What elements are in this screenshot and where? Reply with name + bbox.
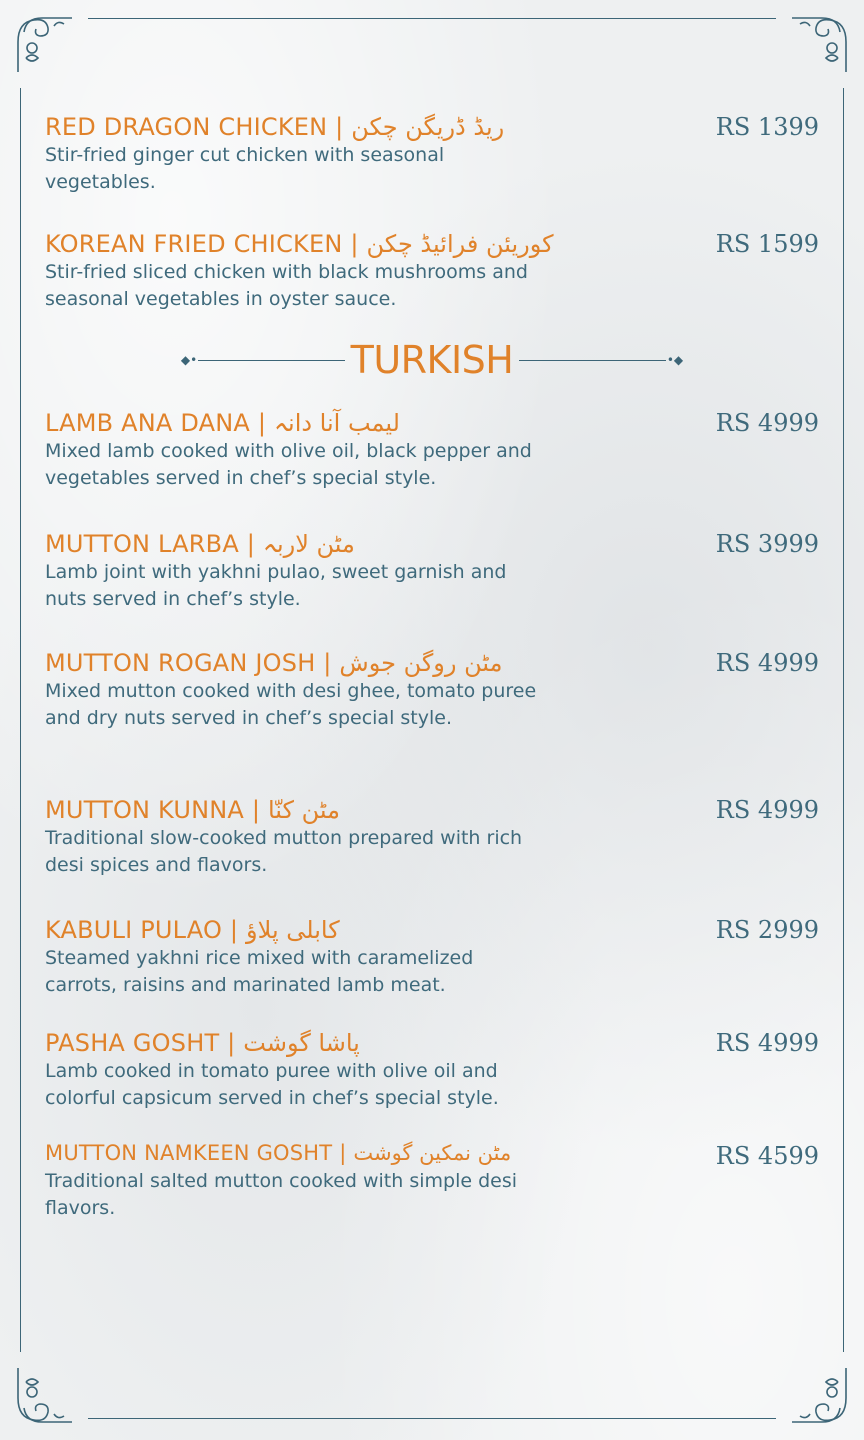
menu-item-title: KOREAN FRIED CHICKEN | کوریئن فرائیڈ چکن (45, 230, 554, 258)
heading-divider-line (519, 360, 666, 361)
menu-item-description: Traditional slow-cooked mutton prepared with rich desi spices and flavors. (45, 827, 523, 876)
menu-item (45, 112, 825, 196)
menu-item-price: RS 4999 (715, 409, 819, 437)
menu-item-description: Traditional salted mutton cooked with simple desi flavors. (45, 1170, 518, 1219)
menu-item-description: Mixed lamb cooked with olive oil, black pepper and vegetables served in chef’s special style. (45, 440, 532, 489)
menu-item-title: KABULI PULAO | کابلی پلاؤ (45, 916, 340, 944)
menu-item-description: Stir-fried sliced chicken with black mushrooms and seasonal vegetables in oyster sauce. (45, 261, 528, 310)
section-title: TURKISH (350, 338, 514, 382)
menu-item (45, 915, 825, 999)
menu-item-price: RS 4999 (715, 1029, 819, 1057)
menu-item-title: MUTTON LARBA | مٹن لاربہ (45, 530, 355, 558)
frame-left-border (20, 88, 21, 1352)
menu-item-price: RS 4999 (715, 649, 819, 677)
menu-item-description: Stir-fried ginger cut chicken with seasonal vegetables. (45, 144, 445, 193)
corner-ornament-icon (784, 12, 852, 80)
menu-item-description: Lamb joint with yakhni pulao, sweet garnish and nuts served in chef’s style. (45, 561, 507, 610)
menu-item (45, 648, 825, 732)
menu-item-title: RED DRAGON CHICKEN | ریڈ ڈریگن چکن (45, 113, 505, 141)
menu-item-description: Lamb cooked in tomato puree with olive oil and colorful capsicum served in chef’s special style. (45, 1060, 499, 1109)
corner-ornament-icon (12, 1360, 80, 1428)
heading-divider-line (198, 360, 345, 361)
corner-ornament-icon (12, 12, 80, 80)
menu-item-title: MUTTON NAMKEEN GOSHT | مٹن نمکین گوشت (45, 1141, 512, 1165)
menu-item-description: Steamed yakhni rice mixed with caramelized carrots, raisins and marinated lamb meat. (45, 947, 474, 996)
menu-item-price: RS 3999 (715, 530, 819, 558)
menu-item (45, 795, 825, 879)
menu-item (45, 229, 825, 313)
menu-item-price: RS 1599 (715, 230, 819, 258)
frame-bottom-border (88, 1418, 776, 1419)
frame-top-border (88, 18, 776, 19)
heading-ornament-icon: •◆ (666, 353, 684, 367)
menu-item-title: MUTTON KUNNA | مٹن کنّا (45, 796, 340, 824)
menu-item-title: LAMB ANA DANA | لیمب آنا دانہ (45, 409, 400, 437)
menu-item-title: PASHA GOSHT | پاشا گوشت (45, 1029, 360, 1057)
menu-item-description: Mixed mutton cooked with desi ghee, tomato puree and dry nuts served in chef’s special style. (45, 680, 537, 729)
menu-item-price: RS 1399 (715, 113, 819, 141)
menu-item (45, 1028, 825, 1112)
menu-item-price: RS 4999 (715, 796, 819, 824)
corner-ornament-icon (784, 1360, 852, 1428)
menu-item (45, 1138, 825, 1222)
menu-item-price: RS 2999 (715, 916, 819, 944)
heading-ornament-icon: ◆• (180, 353, 198, 367)
menu-item (45, 408, 825, 492)
section-heading (180, 336, 684, 384)
menu-item (45, 529, 825, 613)
frame-right-border (843, 88, 844, 1352)
menu-item-price: RS 4599 (715, 1142, 819, 1170)
menu-item-title: MUTTON ROGAN JOSH | مٹن روگن جوش (45, 649, 503, 677)
